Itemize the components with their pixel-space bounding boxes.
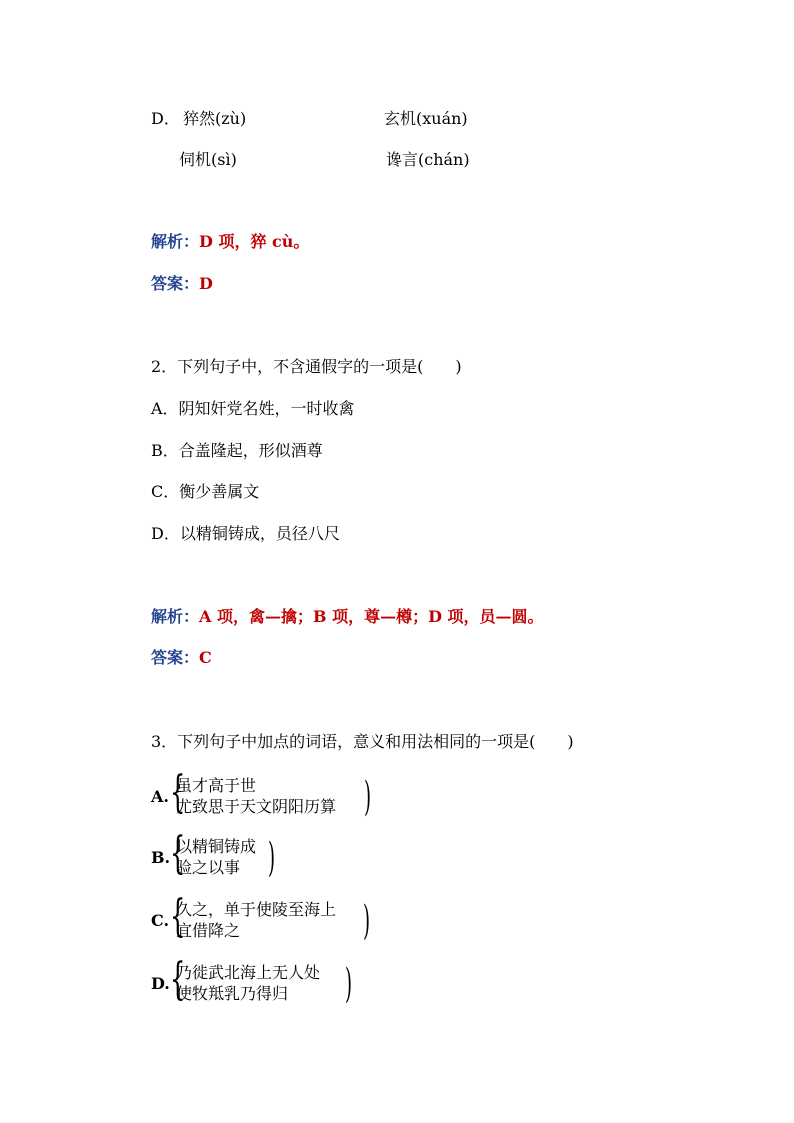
analysis-text: A 项，禽—擒；B 项，尊—樽；D 项，员—圆。 [199, 607, 544, 626]
right-paren-icon: ) [364, 774, 372, 820]
q1-option-d-word-3: 伺机(sì) [179, 150, 237, 169]
q3-option-a [151, 767, 391, 820]
q1-answer [151, 274, 213, 294]
option-line-2: 验之以事 [176, 858, 241, 877]
option-label: A. [151, 787, 169, 806]
left-brace-icon: { [170, 891, 186, 942]
option-line-2: 尤致思于天文阴阳历算 [176, 797, 337, 816]
left-brace-icon: { [170, 954, 186, 1005]
q3-stem: 3．下列句子中加点的词语，意义和用法相同的一项是( ) [151, 732, 574, 751]
option-label: C. [151, 911, 170, 930]
analysis-label: 解析： [151, 607, 200, 626]
q1-option-d-word-1: 猝然(zù) [183, 109, 247, 128]
right-paren-icon: ) [363, 898, 371, 944]
q3-option-d [151, 954, 391, 1007]
q1-analysis [151, 232, 309, 252]
option-line-1: 久之，单于使陵至海上 [176, 900, 337, 919]
option-label: D. [151, 974, 170, 993]
left-brace-icon: { [170, 767, 186, 818]
analysis-label: 解析： [151, 232, 200, 251]
answer-label: 答案： [151, 274, 200, 293]
q1-option-d-label: D． [151, 109, 180, 128]
option-line-1: 以精铜铸成 [176, 837, 257, 856]
left-brace-icon: { [170, 828, 186, 879]
option-line-2: 使牧羝乳乃得归 [176, 984, 289, 1003]
q2-analysis [151, 607, 544, 627]
q1-option-d-word-4: 谗言(chán) [386, 150, 470, 169]
right-paren-icon: ) [268, 835, 276, 881]
option-label: B. [151, 848, 171, 867]
answer-text: D [199, 274, 213, 293]
option-line-2: 宜借降之 [176, 921, 241, 940]
analysis-text: D 项，猝 cù。 [199, 232, 310, 251]
q2-option-c: C．衡少善属文 [151, 482, 260, 501]
q3-option-c [151, 891, 391, 944]
q3-option-b [151, 828, 391, 881]
answer-text: C [199, 648, 212, 667]
answer-label: 答案： [151, 648, 200, 667]
q2-option-b: B．合盖隆起，形似酒尊 [151, 441, 323, 460]
option-line-1: 乃徙武北海上无人处 [176, 963, 321, 982]
right-paren-icon: ) [345, 961, 353, 1007]
q2-stem: 2．下列句子中，不含通假字的一项是( ) [151, 357, 462, 376]
q2-option-d: D．以精铜铸成，员径八尺 [151, 524, 340, 543]
q2-answer [151, 648, 212, 668]
option-line-1: 虽才高于世 [176, 776, 257, 795]
q2-option-a: A．阴知奸党名姓，一时收禽 [151, 399, 355, 418]
q1-option-d-word-2: 玄机(xuán) [384, 109, 468, 128]
